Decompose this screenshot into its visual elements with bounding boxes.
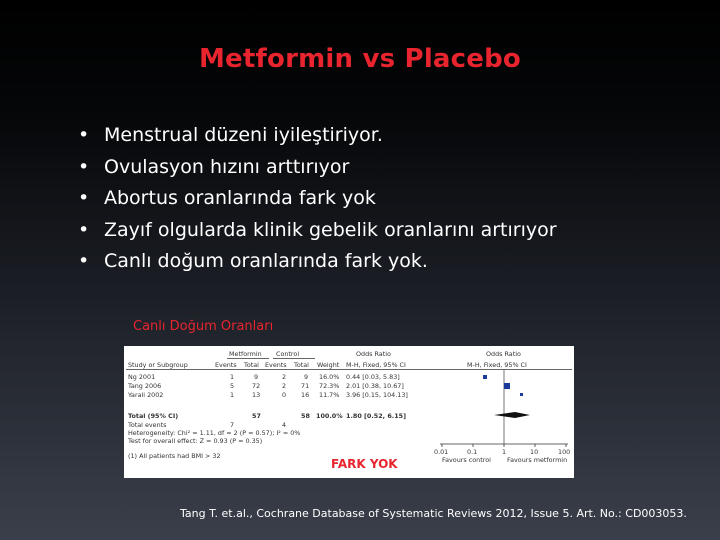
study-marker-tang-2006 — [504, 383, 510, 389]
axis-label-right: Favours metformin — [507, 456, 568, 464]
row-total1: 72 — [252, 382, 261, 390]
axis-tick-label: 100 — [558, 448, 571, 456]
total-ci: 1.80 [0.52, 6.15] — [346, 412, 407, 420]
col-header-events2: Events — [265, 361, 287, 369]
row-ci: 2.01 [0.38, 10.67] — [346, 382, 404, 390]
axis-tick-label: 10 — [530, 448, 539, 456]
bullet-item: • Menstrual düzeni iyileştiriyor. — [78, 120, 557, 152]
total-total2: 58 — [301, 412, 310, 420]
fark-yok-label: FARK YOK — [331, 457, 398, 471]
study-marker-ng-2001 — [483, 375, 487, 379]
study-marker-yarali-2002 — [520, 393, 523, 396]
row-total2: 16 — [301, 391, 310, 399]
citation-text: Tang T. et.al., Cochrane Database of Systematic Reviews 2012, Issue 5. Art. No.: CD003053. — [180, 507, 687, 520]
total-weight: 100.0% — [316, 412, 343, 420]
section-label: Canlı Doğum Oranları — [133, 319, 274, 334]
row-weight: 72.3% — [319, 382, 340, 390]
group-header-experimental: Metformin — [229, 350, 262, 358]
row-ci: 0.44 [0.03, 5.83] — [346, 373, 400, 381]
slide-title: Metformin vs Placebo — [198, 44, 521, 74]
pooled-diamond — [494, 412, 530, 418]
row-events2: 0 — [282, 391, 287, 399]
col-header-study: Study or Subgroup — [128, 361, 188, 369]
events-e2: 4 — [282, 421, 287, 429]
row-study: Yarali 2002 — [128, 391, 164, 399]
col-header-total1: Total — [244, 361, 259, 369]
row-events1: 5 — [230, 382, 235, 390]
total-label: Total (95% CI) — [128, 412, 179, 420]
col-header-total2: Total — [294, 361, 309, 369]
row-total1: 9 — [254, 373, 259, 381]
bullet-item: • Abortus oranlarında fark yok — [78, 183, 557, 215]
group-header-odds-ratio: Odds Ratio — [356, 350, 391, 358]
group-header-odds-ratio-plot: Odds Ratio — [486, 350, 521, 358]
events-e1: 7 — [230, 421, 235, 429]
row-study: Tang 2006 — [128, 382, 162, 390]
row-total1: 13 — [252, 391, 261, 399]
row-ci: 3.96 [0.15, 104.13] — [346, 391, 408, 399]
row-events1: 1 — [230, 373, 235, 381]
col-header-or-text: M-H, Fixed, 95% CI — [346, 361, 406, 369]
bullet-list — [78, 120, 557, 278]
col-header-events1: Events — [215, 361, 237, 369]
row-total2: 71 — [301, 382, 310, 390]
row-events2: 2 — [282, 373, 287, 381]
heterogeneity-text: Heterogeneity: Chi² = 1.11, df = 2 (P = 0.57); I² = 0% — [128, 429, 301, 437]
footnote-text: (1) All patients had BMI > 32 — [128, 452, 221, 460]
row-events2: 2 — [282, 382, 287, 390]
row-weight: 11.7% — [319, 391, 340, 399]
axis-tick-label: 0.01 — [434, 448, 449, 456]
total-total1: 57 — [252, 412, 261, 420]
axis-tick-label: 0.1 — [467, 448, 478, 456]
row-events1: 1 — [230, 391, 235, 399]
row-study: Ng 2001 — [128, 373, 156, 381]
events-label: Total events — [128, 421, 167, 429]
axis-tick-label: 1 — [502, 448, 507, 456]
axis-label-left: Favours control — [442, 456, 491, 464]
row-weight: 16.0% — [319, 373, 340, 381]
col-header-or-plot: M-H, Fixed, 95% CI — [467, 361, 527, 369]
bullet-item: • Canlı doğum oranlarında fark yok. — [78, 246, 557, 278]
row-total2: 9 — [304, 373, 309, 381]
overall-effect-text: Test for overall effect: Z = 0.93 (P = 0.35) — [128, 437, 263, 445]
group-header-control: Control — [276, 350, 300, 358]
col-header-weight: Weight — [317, 361, 340, 369]
bullet-item: • Ovulasyon hızını arttırıyor — [78, 152, 557, 184]
bullet-item: • Zayıf olgularda klinik gebelik oranlarını artırıyor — [78, 215, 557, 247]
